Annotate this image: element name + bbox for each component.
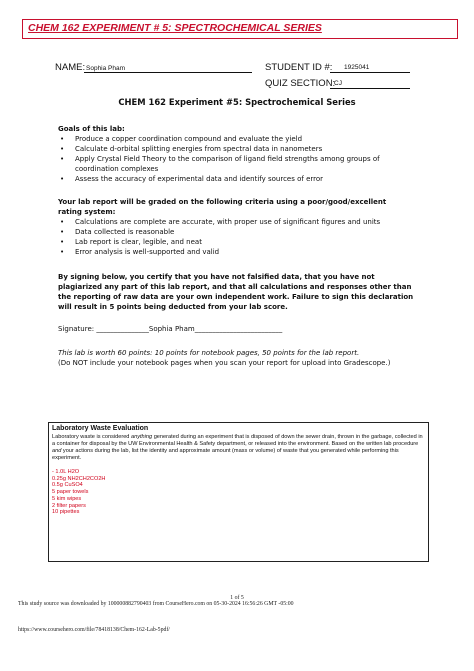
goals-item: • Apply Crystal Field Theory to the comparison of ligand field strengths among groups of coordination complexes [58, 154, 418, 174]
grading-item: • Calculations are complete are accurate, with proper use of significant figures and units [58, 217, 398, 227]
signature-name: Sophia Pham [148, 325, 195, 333]
document-title: CHEM 162 Experiment #5: Spectrochemical Series [118, 97, 356, 107]
grading-list [58, 217, 398, 257]
certification-statement: By signing below, you certify that you have not falsified data, that you have not plagiarized any part of this lab report, and that all calculations and responses other than the reporting of raw data are your own independent work. Failure to sign this declaration will result in 5 points being deducted from your lab score. [58, 273, 414, 311]
goals-heading: Goals of this lab: [58, 125, 125, 133]
signature-blank-before: _______________ [96, 325, 149, 333]
waste-item: 0.25g NH2CH2CO2H [52, 475, 106, 482]
signature-label: Signature: [58, 325, 95, 333]
waste-desc-emphasis: and [52, 448, 62, 454]
waste-item: - 1.0L H2O [52, 469, 80, 475]
grading-heading: Your lab report will be graded on the following criteria using a poor/good/excellent rating system: [58, 198, 387, 216]
goals-section [58, 124, 418, 184]
points-note: This lab is worth 60 points: 10 points for notebook pages, 50 points for the lab report. [58, 349, 360, 357]
grading-section [58, 197, 398, 257]
page-number: 1 of 5 [230, 595, 244, 601]
waste-title: Laboratory Waste Evaluation [52, 425, 149, 432]
quiz-section-label: QUIZ SECTION: [265, 78, 336, 89]
signature-blank-after: _________________________ [194, 325, 283, 333]
name-label: NAME: [55, 62, 86, 73]
name-underline [84, 72, 252, 73]
goals-item: • Assess the accuracy of experimental data and identify sources of error [58, 174, 418, 184]
student-id-value: 1925041 [344, 64, 370, 71]
goals-item: • Produce a copper coordination compound and evaluate the yield [58, 134, 418, 144]
goals-list [58, 134, 418, 184]
waste-description [52, 434, 425, 462]
waste-list [52, 469, 425, 516]
waste-evaluation-box [48, 422, 429, 562]
waste-desc-part: Laboratory waste is considered [52, 434, 131, 440]
waste-desc-part: your actions during the lab, list the identity and approximate amount (mass or volume) of waste that you generated while performing this experiment. [52, 448, 399, 461]
notes-section [58, 348, 428, 368]
notebook-note: (Do NOT include your notebook pages when you scan your report for upload into Gradescope.) [58, 359, 391, 367]
grading-item: • Lab report is clear, legible, and neat [58, 237, 398, 247]
waste-item: 2 filter papers [52, 502, 86, 509]
goals-item: • Calculate d-orbital splitting energies from spectral data in nanometers [58, 144, 418, 154]
waste-item: 5 kim wipes [52, 495, 82, 502]
source-url-link[interactable]: https://www.coursehero.com/file/78418138/Chem-162-Lab-5pdf/ [18, 627, 170, 633]
quiz-section-underline [330, 88, 410, 89]
student-id-label: STUDENT ID #: [265, 62, 333, 73]
waste-item: 10 pipettes [52, 509, 80, 516]
quiz-section-value: CJ [334, 80, 342, 87]
waste-desc-part: generated during an experiment that is disposed of down the sewer drain, thrown in the garbage, collected in a container for disposal by the UW Environmental Health & Safety department, or released into the environment. Based on the written lab procedure [52, 434, 423, 447]
experiment-header-title: CHEM 162 EXPERIMENT # 5: SPECTROCHEMICAL SERIES [28, 22, 322, 34]
grading-item: • Data collected is reasonable [58, 227, 398, 237]
waste-item: 5 paper towels [52, 489, 89, 496]
download-source-note: This study source was downloaded by 100000882790403 from CourseHero.com on 05-30-2024 16:56:26 GMT -05:00 [18, 601, 294, 607]
waste-desc-emphasis: anything [130, 434, 153, 440]
waste-item: 0.5g CuSO4 [52, 482, 83, 489]
name-value: Sophia Pham [86, 65, 126, 72]
signature-line [58, 324, 282, 334]
student-id-underline [330, 72, 410, 73]
grading-item: • Error analysis is well-supported and valid [58, 247, 398, 257]
